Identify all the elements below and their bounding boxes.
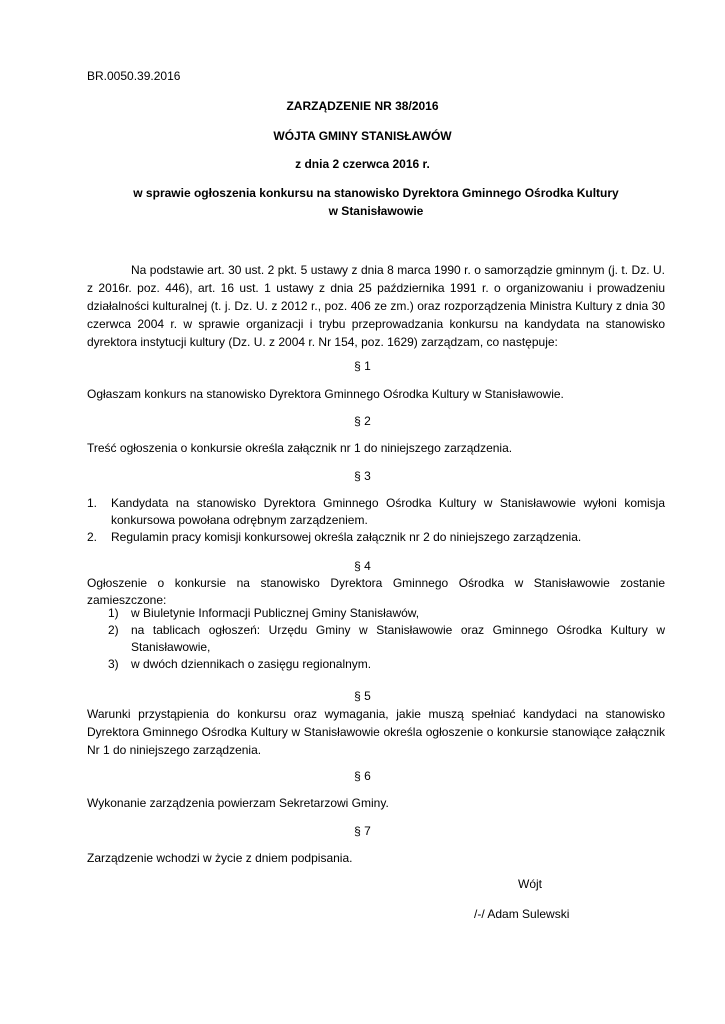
list-item-text: Kandydata na stanowisko Dyrektora Gminnego Ośrodka Kultury w Stanisławowie wyłoni komisja konkursowa powołana odrębnym zarządzeniem. — [111, 496, 665, 527]
list-item — [108, 656, 665, 673]
section-3-list — [87, 495, 665, 546]
section-1-heading: § 1 — [354, 359, 371, 373]
list-item — [87, 495, 665, 529]
list-item-number: 3) — [108, 657, 119, 671]
preamble-text: Na podstawie art. 30 ust. 2 pkt. 5 ustawy z dnia 8 marca 1990 r. o samorządzie gminnym (j. t. Dz. U. z 2016r. poz. 446), art. 16 ust. 1 ustawy z dnia 25 października 1991 r. o organizowaniu i prowadzeniu działalności kulturalnej (t. j. Dz. U. z 2012 r., poz. 406 ze zm.) oraz rozporządzenia Ministra Kultury z dnia 30 czerwca 2004 r. w sprawie organizacji i trybu przeprowadzania konkursu na kandydata na stanowisko dyrektora instytucji kultury (Dz. U. z 2004 r. Nr 154, poz. 1629) zarządzam, co następuje: — [87, 263, 665, 349]
list-item — [108, 605, 665, 622]
signature-title: Wójt — [518, 877, 542, 891]
list-item-text: w dwóch dziennikach o zasięgu regionalnym. — [131, 657, 372, 671]
list-item-number: 1. — [87, 496, 98, 510]
section-4-text: Ogłoszenie o konkursie na stanowisko Dyrektora Gminnego Ośrodka w Stanisławowie zostanie zamieszczone: — [87, 576, 665, 607]
reference-number: BR.0050.39.2016 — [87, 69, 181, 83]
section-3-heading: § 3 — [354, 469, 371, 483]
section-4-heading: § 4 — [354, 559, 371, 573]
section-2-text: Treść ogłoszenia o konkursie określa załącznik nr 1 do niniejszego zarządzenia. — [87, 441, 513, 455]
list-item-text: w Biuletynie Informacji Publicznej Gminy Stanisławów, — [131, 606, 420, 620]
section-5-text: Warunki przystąpienia do konkursu oraz wymagania, jakie muszą spełniać kandydaci na stanowisko Dyrektora Gminnego Ośrodka Kultury w Stanisławowie określa ogłoszenie o konkursie stanowiące załącznik Nr 1 do niniejszego zarządzenia. — [87, 707, 665, 757]
signature-name: /-/ Adam Sulewski — [474, 907, 570, 921]
document-title: ZARZĄDZENIE NR 38/2016 — [286, 99, 439, 113]
list-item-number: 2) — [108, 623, 119, 637]
section-6-text: Wykonanie zarządzenia powierzam Sekretarzowi Gminy. — [87, 796, 389, 810]
list-item-number: 1) — [108, 606, 119, 620]
section-7-heading: § 7 — [354, 824, 371, 838]
list-item — [87, 529, 665, 546]
issue-date: z dnia 2 czerwca 2016 r. — [295, 157, 430, 171]
list-item-text: na tablicach ogłoszeń: Urzędu Gminy w Stanisławowie oraz Gminnego Ośrodka Kultury w Stanisławowie, — [131, 623, 665, 654]
issuer-title: WÓJTA GMINY STANISŁAWÓW — [273, 129, 452, 143]
list-item — [108, 622, 665, 656]
section-7-text: Zarządzenie wchodzi w życie z dniem podpisania. — [87, 851, 353, 865]
section-6-heading: § 6 — [354, 769, 371, 783]
subject-line-1: w sprawie ogłoszenia konkursu na stanowisko Dyrektora Gminnego Ośrodka Kultury — [133, 186, 619, 200]
section-2-heading: § 2 — [354, 414, 371, 428]
subject-line-2: w Stanisławowie — [328, 204, 424, 218]
preamble — [87, 261, 665, 351]
section-5-heading: § 5 — [354, 689, 371, 703]
section-1-text: Ogłaszam konkurs na stanowisko Dyrektora Gminnego Ośrodka Kultury w Stanisławowie. — [87, 387, 564, 401]
list-item-number: 2. — [87, 530, 98, 544]
list-item-text: Regulamin pracy komisji konkursowej określa załącznik nr 2 do niniejszego zarządzenia. — [111, 530, 582, 544]
section-4-list — [108, 605, 665, 673]
